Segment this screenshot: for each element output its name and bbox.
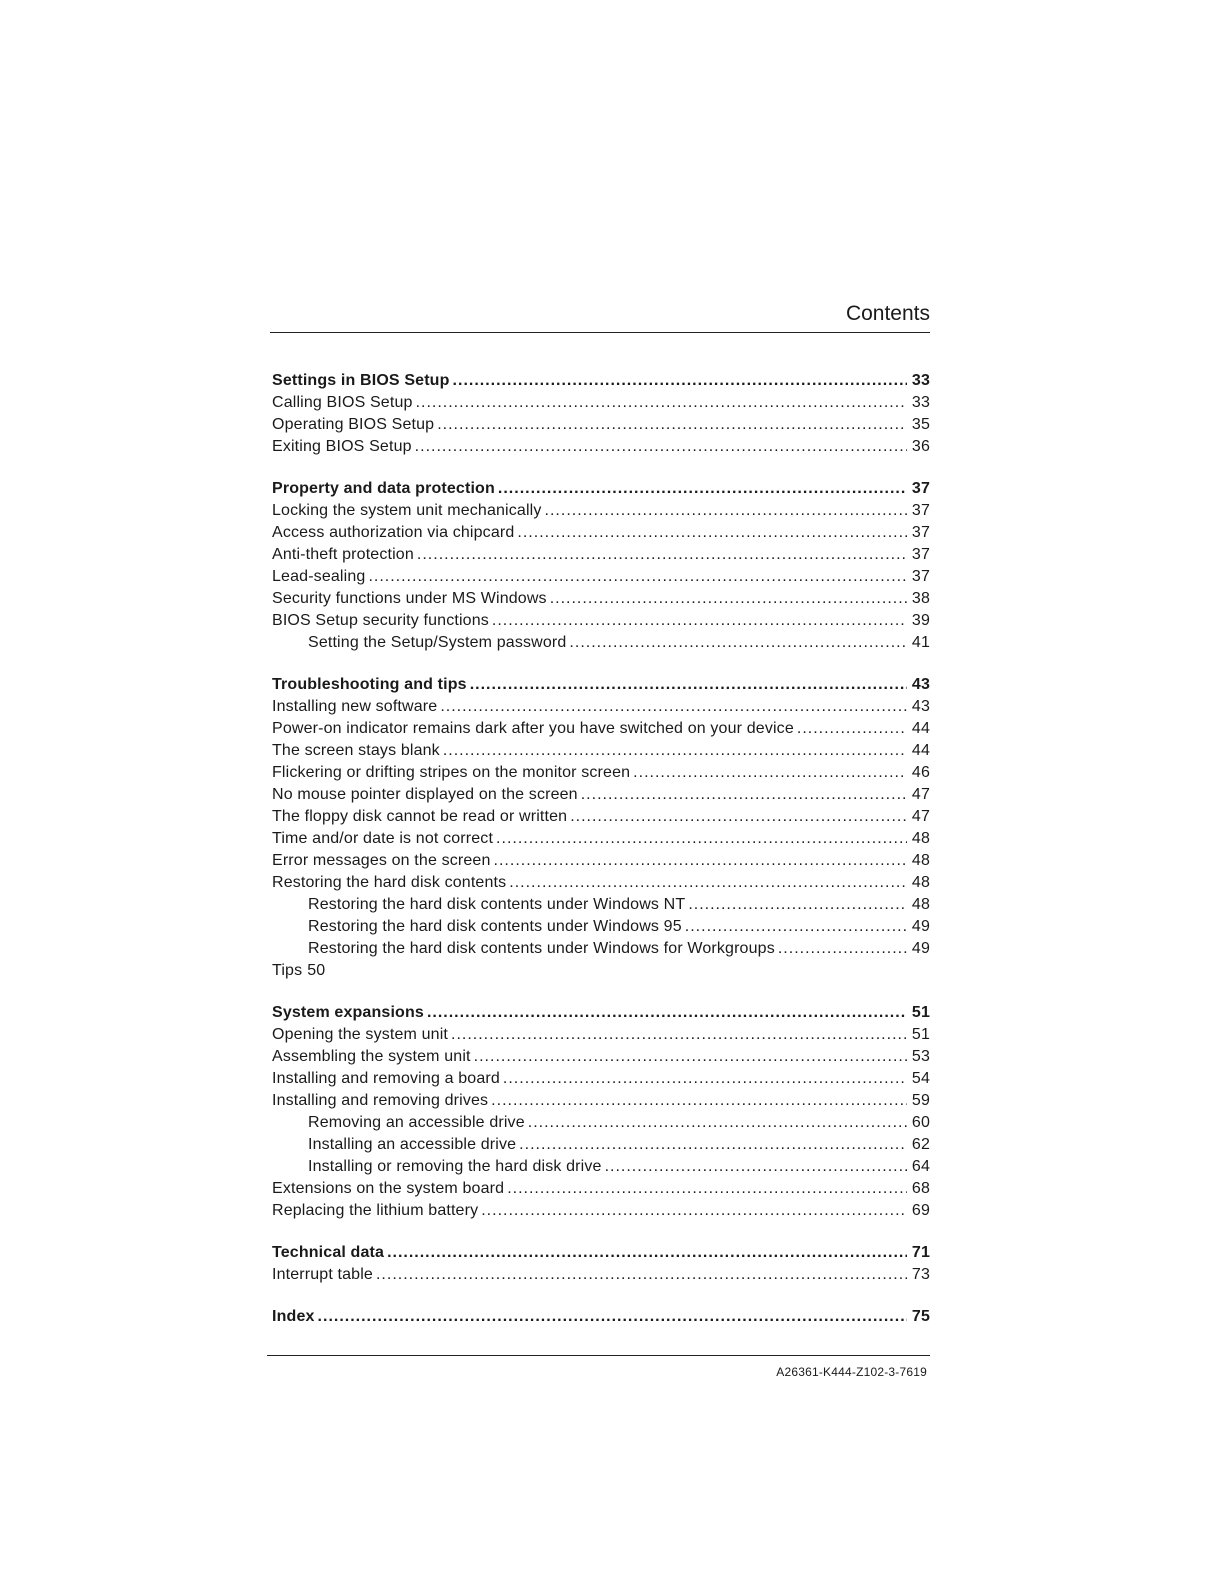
dot-leader xyxy=(491,1090,907,1112)
toc-section xyxy=(272,1002,930,1222)
dot-leader xyxy=(570,806,907,828)
toc-entry-label: No mouse pointer displayed on the screen xyxy=(272,786,578,803)
dot-leader xyxy=(318,1306,907,1328)
dot-leader xyxy=(415,436,907,458)
toc-section xyxy=(272,1306,930,1328)
toc-entry xyxy=(272,522,930,544)
toc-entry-label: Anti-theft protection xyxy=(272,546,414,563)
toc-entry xyxy=(272,392,930,414)
dot-leader xyxy=(517,522,907,544)
toc-entry xyxy=(272,1200,930,1222)
toc-entry-label: Setting the Setup/System password xyxy=(308,634,567,651)
header-rule xyxy=(270,332,930,333)
toc-page-number: 51 xyxy=(911,1004,930,1021)
toc-entry xyxy=(272,1264,930,1286)
toc-entry-label: Flickering or drifting stripes on the monitor screen xyxy=(272,764,631,781)
toc-page-number: 43 xyxy=(911,676,930,693)
toc-entry-label: Exiting BIOS Setup xyxy=(272,438,412,455)
toc-subentry xyxy=(272,1156,930,1178)
dot-leader xyxy=(569,632,907,654)
toc-page-number: 37 xyxy=(911,568,930,585)
toc-page-number: 68 xyxy=(911,1180,930,1197)
toc-entry-label: Access authorization via chipcard xyxy=(272,524,515,541)
toc-entry xyxy=(272,740,930,762)
dot-leader xyxy=(453,370,907,392)
toc-section-heading xyxy=(272,1002,930,1024)
dot-leader xyxy=(440,696,907,718)
toc-entry-label: Property and data protection xyxy=(272,480,495,497)
toc-entry xyxy=(272,436,930,458)
toc-page-number: 37 xyxy=(911,502,930,519)
toc-section xyxy=(272,1242,930,1286)
toc-page-number: 59 xyxy=(911,1092,930,1109)
toc-entry xyxy=(272,588,930,610)
dot-leader xyxy=(685,916,907,938)
dot-leader xyxy=(376,1264,907,1286)
footer-rule xyxy=(267,1355,930,1356)
toc-section xyxy=(272,370,930,458)
dot-leader xyxy=(550,588,907,610)
toc-entry xyxy=(272,718,930,740)
toc-entry xyxy=(272,544,930,566)
dot-leader xyxy=(545,500,907,522)
toc-entry xyxy=(272,500,930,522)
dot-leader xyxy=(581,784,907,806)
toc-subentry xyxy=(272,632,930,654)
toc-entry-label: Power-on indicator remains dark after you have switched on your device xyxy=(272,720,794,737)
toc-entry xyxy=(272,784,930,806)
dot-leader xyxy=(778,938,907,960)
toc-entry-label: Interrupt table xyxy=(272,1266,373,1283)
toc-page-number: 37 xyxy=(911,480,930,497)
dot-leader xyxy=(416,392,907,414)
toc-page-number: 60 xyxy=(911,1114,930,1131)
toc-page-number: 44 xyxy=(911,720,930,737)
toc-page-number: 48 xyxy=(911,830,930,847)
toc-page-number: 64 xyxy=(911,1158,930,1175)
toc-entry-label: Locking the system unit mechanically xyxy=(272,502,542,519)
dot-leader xyxy=(494,850,907,872)
toc-entry-label: Restoring the hard disk contents xyxy=(272,874,507,891)
dot-leader xyxy=(633,762,907,784)
toc-entry-label: Troubleshooting and tips xyxy=(272,676,467,693)
toc-entry xyxy=(272,696,930,718)
dot-leader xyxy=(451,1024,907,1046)
toc-entry xyxy=(272,806,930,828)
toc-entry xyxy=(272,960,930,982)
toc-page-number: 53 xyxy=(911,1048,930,1065)
toc-page-number: 69 xyxy=(911,1202,930,1219)
toc-entry xyxy=(272,850,930,872)
dot-leader xyxy=(797,718,907,740)
toc-entry-label: Extensions on the system board xyxy=(272,1180,505,1197)
toc-page-number: 47 xyxy=(911,786,930,803)
dot-leader xyxy=(492,610,907,632)
toc-entry-label: Installing or removing the hard disk drive xyxy=(308,1158,602,1175)
toc-page-number: 48 xyxy=(911,896,930,913)
toc-entry-label: Security functions under MS Windows xyxy=(272,590,547,607)
toc-entry-label: The floppy disk cannot be read or written xyxy=(272,808,568,825)
toc-page-number: 50 xyxy=(307,962,326,979)
dot-leader xyxy=(509,872,907,894)
toc-page-number: 51 xyxy=(911,1026,930,1043)
toc-section xyxy=(272,478,930,654)
toc-entry-label: Installing and removing drives xyxy=(272,1092,489,1109)
toc-entry xyxy=(272,1024,930,1046)
dot-leader xyxy=(437,414,907,436)
toc-entry xyxy=(272,1068,930,1090)
toc-section xyxy=(272,674,930,982)
dot-leader xyxy=(470,674,907,696)
toc-entry xyxy=(272,1090,930,1112)
dot-leader xyxy=(688,894,907,916)
toc-entry-label: System expansions xyxy=(272,1004,424,1021)
toc-page-number: 37 xyxy=(911,546,930,563)
toc-entry-label: Opening the system unit xyxy=(272,1026,448,1043)
toc-page-number: 48 xyxy=(911,874,930,891)
toc-page-number: 33 xyxy=(911,372,930,389)
toc-page-number: 37 xyxy=(911,524,930,541)
toc-entry-label: Operating BIOS Setup xyxy=(272,416,435,433)
toc-entry-label: Restoring the hard disk contents under Windows 95 xyxy=(308,918,682,935)
toc-page-number: 71 xyxy=(911,1244,930,1261)
dot-leader xyxy=(496,828,907,850)
toc-entry-label: Tips xyxy=(272,962,303,979)
toc-page-number: 36 xyxy=(911,438,930,455)
table-of-contents xyxy=(272,370,930,1348)
page-header-title: Contents xyxy=(845,302,930,325)
toc-page-number: 35 xyxy=(911,416,930,433)
toc-section-heading xyxy=(272,1306,930,1328)
dot-leader xyxy=(481,1200,907,1222)
dot-leader xyxy=(427,1002,907,1024)
toc-subentry xyxy=(272,916,930,938)
toc-page-number: 44 xyxy=(911,742,930,759)
toc-page-number: 33 xyxy=(911,394,930,411)
toc-section-heading xyxy=(272,1242,930,1264)
toc-entry-label: Installing new software xyxy=(272,698,438,715)
toc-entry-label: The screen stays blank xyxy=(272,742,440,759)
toc-entry xyxy=(272,1046,930,1068)
toc-entry xyxy=(272,762,930,784)
toc-section-heading xyxy=(272,370,930,392)
toc-subentry xyxy=(272,938,930,960)
toc-section-heading xyxy=(272,478,930,500)
dot-leader xyxy=(528,1112,907,1134)
toc-entry xyxy=(272,828,930,850)
toc-section-heading xyxy=(272,674,930,696)
toc-page-number: 41 xyxy=(911,634,930,651)
toc-entry-label: BIOS Setup security functions xyxy=(272,612,489,629)
toc-subentry xyxy=(272,1112,930,1134)
toc-page-number: 62 xyxy=(911,1136,930,1153)
toc-entry-label: Technical data xyxy=(272,1244,385,1261)
dot-leader xyxy=(387,1242,907,1264)
toc-entry-label: Calling BIOS Setup xyxy=(272,394,413,411)
toc-page-number: 46 xyxy=(911,764,930,781)
dot-leader xyxy=(443,740,907,762)
toc-entry-label: Replacing the lithium battery xyxy=(272,1202,479,1219)
toc-page-number: 43 xyxy=(911,698,930,715)
toc-subentry xyxy=(272,894,930,916)
toc-page-number: 75 xyxy=(911,1308,930,1325)
toc-entry-label: Installing and removing a board xyxy=(272,1070,500,1087)
document-code: A26361-K444-Z102-3-7619 xyxy=(776,1365,927,1379)
toc-page-number: 54 xyxy=(911,1070,930,1087)
toc-entry-label: Restoring the hard disk contents under Windows NT xyxy=(308,896,686,913)
dot-leader xyxy=(507,1178,907,1200)
toc-entry-label: Index xyxy=(272,1308,315,1325)
toc-page-number: 39 xyxy=(911,612,930,629)
dot-leader xyxy=(605,1156,907,1178)
toc-entry xyxy=(272,414,930,436)
dot-leader xyxy=(474,1046,907,1068)
toc-entry-label: Lead-sealing xyxy=(272,568,366,585)
dot-leader xyxy=(519,1134,907,1156)
dot-leader xyxy=(498,478,907,500)
toc-page-number: 49 xyxy=(911,940,930,957)
document-page xyxy=(270,0,930,1584)
toc-entry xyxy=(272,566,930,588)
toc-page-number: 48 xyxy=(911,852,930,869)
toc-page-number: 49 xyxy=(911,918,930,935)
toc-page-number: 73 xyxy=(911,1266,930,1283)
toc-entry xyxy=(272,610,930,632)
toc-entry xyxy=(272,1178,930,1200)
toc-entry-label: Removing an accessible drive xyxy=(308,1114,525,1131)
toc-entry-label: Restoring the hard disk contents under Windows for Workgroups xyxy=(308,940,775,957)
toc-page-number: 38 xyxy=(911,590,930,607)
dot-leader xyxy=(368,566,907,588)
toc-entry-label: Settings in BIOS Setup xyxy=(272,372,450,389)
toc-entry-label: Error messages on the screen xyxy=(272,852,491,869)
toc-entry xyxy=(272,872,930,894)
toc-entry-label: Time and/or date is not correct xyxy=(272,830,494,847)
toc-page-number: 47 xyxy=(911,808,930,825)
toc-subentry xyxy=(272,1134,930,1156)
dot-leader xyxy=(417,544,907,566)
toc-entry-label: Assembling the system unit xyxy=(272,1048,471,1065)
toc-entry-label: Installing an accessible drive xyxy=(308,1136,517,1153)
dot-leader xyxy=(503,1068,907,1090)
